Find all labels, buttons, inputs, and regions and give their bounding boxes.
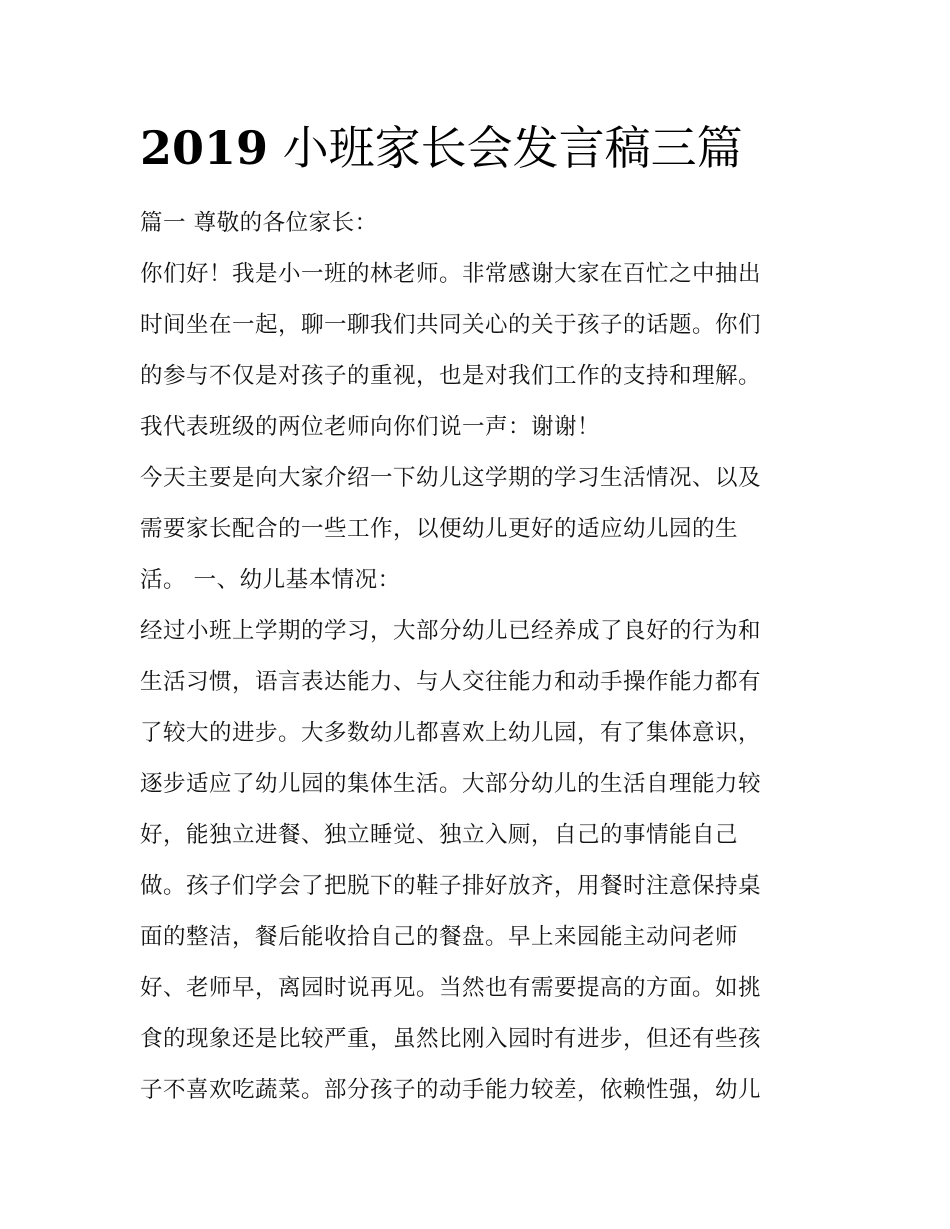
document-title — [140, 114, 840, 182]
body-line: 的参与不仅是对孩子的重视，也是对我们工作的支持和理解。 — [140, 363, 762, 389]
body-line: 篇一 尊敬的各位家长： — [140, 210, 378, 236]
body-line: 了较大的进步。大多数幼儿都喜欢上幼儿园，有了集体意识， — [140, 720, 762, 746]
body-line: 生活习惯，语言表达能力、与人交往能力和动手操作能力都有 — [140, 669, 762, 695]
document-body — [140, 198, 820, 1116]
body-line: 今天主要是向大家介绍一下幼儿这学期的学习生活情况、以及 — [140, 465, 762, 491]
body-line: 活。 一、幼儿基本情况： — [140, 567, 401, 593]
body-line: 食的现象还是比较严重，虽然比刚入园时有进步，但还有些孩 — [140, 1026, 762, 1052]
body-line: 好，能独立进餐、独立睡觉、独立入厕，自己的事情能自己 — [140, 822, 739, 848]
title-text: 小班家长会发言稿三篇 — [268, 121, 743, 175]
body-line: 需要家长配合的一些工作，以便幼儿更好的适应幼儿园的生 — [140, 516, 739, 542]
body-line: 好、老师早，离园时说再见。当然也有需要提高的方面。如挑 — [140, 975, 762, 1001]
body-line: 逐步适应了幼儿园的集体生活。大部分幼儿的生活自理能力较 — [140, 771, 762, 797]
title-year: 2019 — [140, 121, 269, 175]
body-line: 你们好！我是小一班的林老师。非常感谢大家在百忙之中抽出 — [140, 261, 762, 287]
body-line: 做。孩子们学会了把脱下的鞋子排好放齐，用餐时注意保持桌 — [140, 873, 762, 899]
body-line: 时间坐在一起，聊一聊我们共同关心的关于孩子的话题。你们 — [140, 312, 762, 338]
body-line: 我代表班级的两位老师向你们说一声：谢谢！ — [140, 414, 601, 440]
body-line: 经过小班上学期的学习，大部分幼儿已经养成了良好的行为和 — [140, 618, 762, 644]
body-line: 子不喜欢吃蔬菜。部分孩子的动手能力较差，依赖性强，幼儿 — [140, 1077, 762, 1103]
body-line: 面的整洁，餐后能收拾自己的餐盘。早上来园能主动问老师 — [140, 924, 739, 950]
